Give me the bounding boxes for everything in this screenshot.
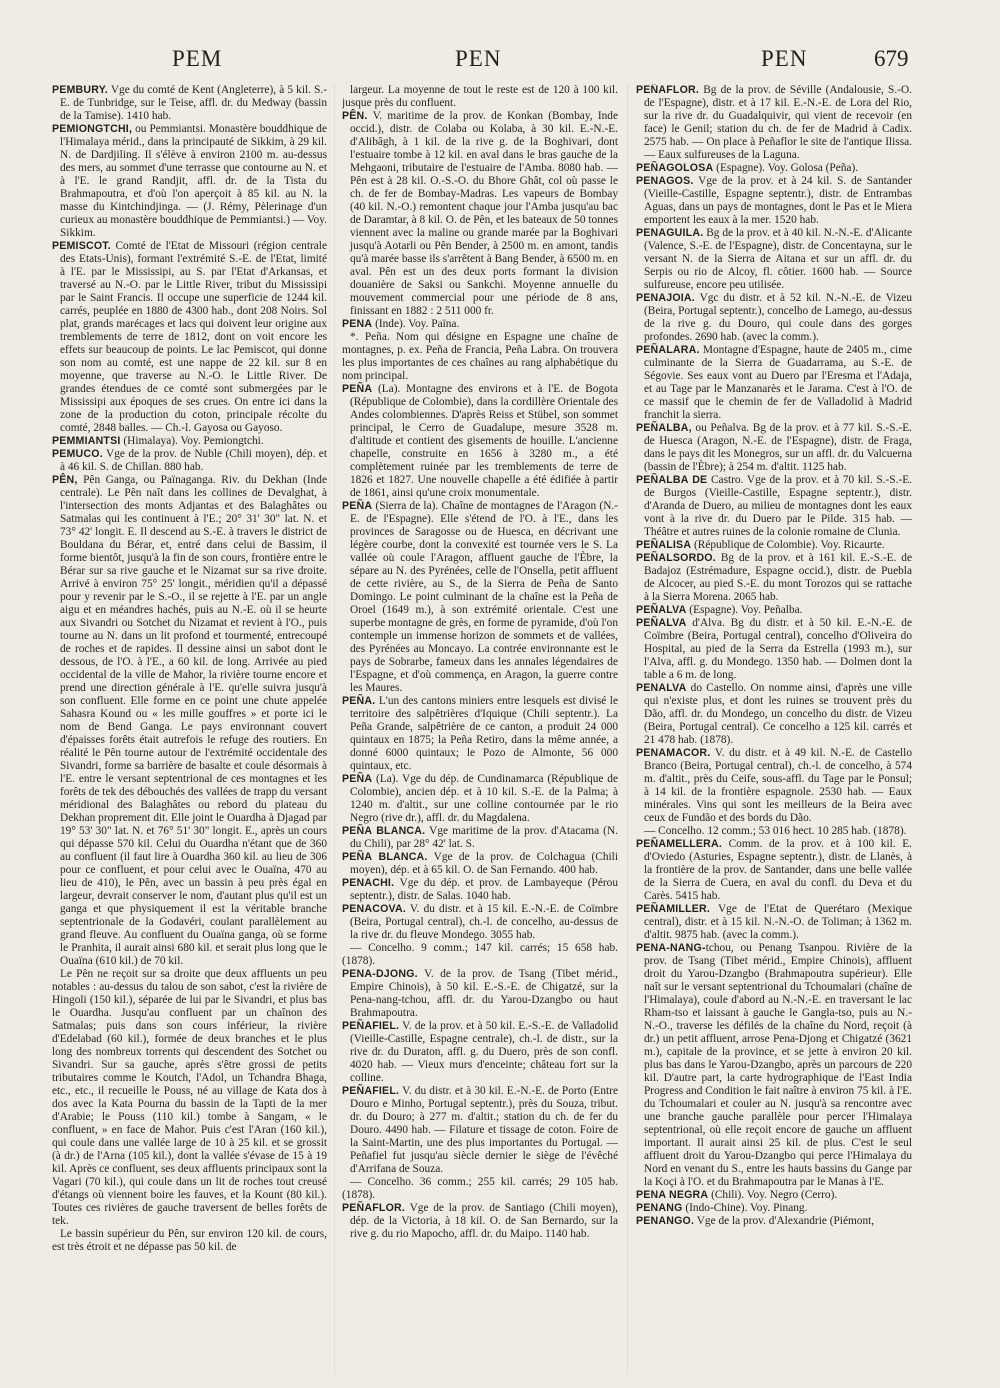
entry-text: ou Pemmiantsi. Monastère bouddhique de l'Himalaya mérid., dans la principauté de Sikkim, à 29 kil. N. de Dardjiling. Il s'élève à environ 2100 m. au-dessus des mers, au sommet d'une terrasse que contourne au N. et à l'E. le grand Randjit, affl. dr. de la Tista du Brahmapoutra, et d'où l'on aperçoit à 85 kil. au N. la masse du Kintchindjinga. — (J. Rémy, Pèlerinage d'un curieux au monastère bouddhique de Pemmiantsi.) — Voy. Sikkim.: [60, 123, 327, 239]
entry-text: (Indo-Chine). Voy. Pinang.: [682, 1202, 808, 1214]
dictionary-entry: [636, 474, 912, 539]
dictionary-entry: [52, 240, 327, 435]
entry-text: L'un des cantons miniers entre lesquels est divisé le territoire des salpêtrières d'Iquique (Chili septentr.). La Peña Grande, salpêtrière de ce canton, a produit 24 000 quintaux en 1875; la Peña Retiro, dans la même année, a donné 6000 quintaux; le Pozo de Almonte, 56 000 quintaux, etc.: [350, 695, 618, 772]
entry-text: Bg de la prov. et à 40 kil. N.-N.-E. d'Alicante (Valence, S.-E. de l'Espagne), distr. de Concentayna, sur le versant N. de la Sierra de Aitana et sur un affl. dr. du Serpis ou rio de Alcoy, fl. côtier. 1600 hab. — Source sulfureuse, encore peu utilisée.: [644, 227, 912, 291]
entry-headword: PEMBURY.: [52, 84, 108, 96]
column-divider: [627, 84, 628, 1374]
entry-headword: PEMMIANTSI: [52, 435, 121, 447]
dictionary-entry: [636, 1215, 912, 1228]
entry-text: Vge de la prov. d'Alexandrie (Piémont,: [694, 1215, 875, 1227]
entry-text: ou Peñalva. Bg de la prov. et à 77 kil. S.-S.-E. de Huesca (Aragon, N.-E. de l'Espagne), distr. de Fraga, dans le pays dit les Monegros, sur un affl. dr. du Valcuerna (bassin de l'Èbre); à 254 m. d'altit. 1125 hab.: [644, 422, 912, 473]
entry-headword: PEÑALBA DE: [636, 474, 708, 486]
running-head-right: PEN: [761, 46, 808, 71]
entry-headword: PEÑA: [342, 383, 373, 395]
entry-text: V. maritime de la prov. de Konkan (Bombay, Inde occid.), distr. de Colaba ou Kolaba, à 30 kil. E.-N.-E. d'Alibâgh, à 1 kil. de la rive g. de la Boghivari, dont l'estuaire tombe à 12 kil. en aval dans le bras gauche de la Mehgaoni, tributaire de l'estuaire de l'Amba. 8080 hab. — Pên est à 28 kil. O.-S.-O. du Bhore Ghât, col où passe le ch. de fer de Bombay-Madras. Les vapeurs de Bombay (40 kil. N.-O.) remontent chaque jour l'Amba jusqu'au bac de Daramtar, à 8 kil. O. de Pên, et les bateaux de 50 tonnes viennent avec la maline ou grande marée par la Boghivari jusqu'à Aotarli ou Pên Bender, à 2500 m. en amont, tandis qu'à marée basse ils s'arrêtent à Bang Bender, à 6500 m. en aval. Pên est un des deux ports formant la division douanière de Saksi ou Sankchi. Moyenne annuelle du mouvement commercial pour une période de 8 ans, finissant en 1882 : 2 511 000 fr.: [350, 110, 618, 317]
entry-text: Vge du dép. et prov. de Lambayeque (Pérou septentr.), distr. de Salas. 1040 hab.: [350, 877, 618, 902]
dictionary-entry: [636, 682, 912, 747]
entry-paragraph: [636, 825, 912, 838]
entry-headword: PENANGO.: [636, 1215, 695, 1227]
entry-headword: PENAGOS.: [636, 175, 694, 187]
entry-headword: PEÑAFIEL.: [342, 1020, 400, 1032]
dictionary-entry: [636, 1202, 912, 1215]
entry-text: (République de Colombie). Voy. Ricaurte.: [691, 539, 885, 551]
entry-headword: PENAMACOR.: [636, 747, 711, 759]
dictionary-entry: [636, 903, 912, 942]
dictionary-entry: [636, 617, 912, 682]
dictionary-entry: [342, 110, 618, 318]
entry-headword: PEÑAFIEL.: [342, 1085, 400, 1097]
dictionary-entry: [342, 851, 618, 877]
dictionary-entry: [52, 84, 327, 123]
dictionary-entry: [636, 942, 912, 1189]
entry-headword: PEÑAFLOR.: [636, 84, 700, 96]
entry-text: — Concelho. 9 comm.; 147 kil. carrés; 15 658 hab. (1878).: [342, 942, 618, 967]
entry-headword: PEMISCOT.: [52, 240, 111, 252]
entry-text: — Concelho. 12 comm.; 53 016 hect. 10 285 hab. (1878).: [644, 825, 907, 837]
entry-text: d'Alva. Bg du distr. et à 50 kil. E.-N.-E. de Coïmbre (Beira, Portugal central), concelho d'Oliveira do Hospital, au pied de la Serra da Estrella (1993 m.), sur l'Alva, affl. g. du Mondego. 1350 hab. — Dolmen dont la table a 6 m. de long.: [644, 617, 912, 681]
text-column-1: [52, 84, 327, 1374]
entry-headword: PEÑA.: [342, 695, 376, 707]
entry-headword: PEMUCO.: [52, 448, 103, 460]
running-head-left: PEM: [172, 46, 223, 71]
entry-text: Vge maritime de la prov. d'Atacama (N. du Chili), par 28° 42' lat. S.: [350, 825, 618, 850]
entry-text: Vge de la prov. de Nuble (Chili moyen), dép. et à 46 kil. S. de Chillan. 880 hab.: [60, 448, 327, 473]
entry-text: *. Peña. Nom qui désigne en Espagne une chaîne de montagnes, p. ex. Peña de Francia, Peña Labra. On trouvera les plus importantes de ces chaînes au rang alphabétique du nom principal.: [342, 331, 618, 382]
entry-text: — Concelho. 36 comm.; 255 kil. carrés; 29 105 hab. (1878).: [342, 1176, 618, 1201]
entry-headword: PEÑAMELLERA.: [636, 838, 722, 850]
dictionary-entry: [636, 604, 912, 617]
entry-headword: PEÑA BLANCA.: [342, 851, 428, 863]
entry-headword: PENA-NANG-: [636, 942, 706, 954]
entry-text: tchou, ou Penang Tsanpou. Rivière de la prov. de Tsang (Tibet mérid., Empire Chinois), affluent droit du Yarou-Dzangbo (Brahmapoutra supérieur). Elle naît sur le versant septentrional du Tchoumalari (chaîne de l'Himalaya), coule d'abord au N.-N.-E. en traversant le lac Rham-tso et laissant à gauche le Gangla-tso, puis au N.-N.-O., traverse les défilés de la chaîne du Nord, reçoit (à dr.) un petit affluent, arrose Pena-Djong et Chigatzé (3621 m.), capitale de la province, et se jette à environ 20 kil. plus bas dans le Yarou-Dzangbo, après un parcours de 220 kil. D'autre part, la carte hydrographique de l'East India Progress and Condition le fait naître à environ 75 kil. à l'E. du Tchoumalari et couler au N. jusqu'à sa rencontre avec une branche gauche parallèle pour percer l'Himalaya septentrional, où elle reçoit encore de gauche un affluent important. Il aurait ainsi 25 kil. de plus. C'est le seul affluent droit du Yarou-Dzangbo qui perce l'Himalaya du Nord en venant du S., entre les hauts bassins du Gange par la Koçi à l'O. et du Brahmapoutra par le Manas à l'E.: [644, 942, 912, 1188]
page-number: 679: [874, 46, 909, 71]
dictionary-entry: [636, 84, 912, 162]
entry-headword: PENA: [342, 318, 373, 330]
entry-headword: PÊN,: [52, 474, 78, 486]
entry-text: (Sierra de la). Chaîne de montagnes de l'Aragon (N.-E. de l'Espagne). Elle s'étend de l'O. à l'E., dans les provinces de Saragosse ou de Huesca, en décrivant une légère courbe, dont la convexité est tournée vers le S. La vallée où coule l'Aragon, affluent gauche de l'Èbre, la sépare au N. des Pyrénées, celle de l'Onsella, petit affluent de cette rivière, au S., de la Sierra de Peña de Santo Domingo. Le point culminant de la chaîne est la Peña de Oroel (1649 m.), à son extrémité orientale. C'est une superbe montagne de grès, en forme de pyramide, d'où l'on contemple un immense horizon de sommets et de vallées, des Pyrénées au Moncayo. La contrée environnante est le pays de Sobrarbe, fameux dans les annales légendaires de l'Espagne, et d'où commença, en Aragon, la guerre contre les Maures.: [350, 500, 618, 694]
entry-text: V. du distr. et à 15 kil. E.-N.-E. de Coïmbre (Beira, Portugal central), ch.-l. de concelho, au-dessus de la rive dr. du fleuve Mondego. 3055 hab.: [350, 903, 618, 941]
entry-text: Le bassin supérieur du Pên, sur environ 120 kil. de cours, est très étroit et ne dépasse pas 50 kil. de: [52, 1228, 327, 1253]
dictionary-entry: [52, 474, 327, 968]
entry-text: Vgc du distr. et à 52 kil. N.-N.-E. de Vizeu (Beira, Portugal septentr.), concelho de Lamego, au-dessus de la rive g. du Douro, qui coule dans des gorges profondes. 2690 hab. (avec la comm.).: [644, 292, 912, 343]
entry-paragraph: [342, 942, 618, 968]
entry-text: Vge de l'Etat de Querétaro (Mexique central), distr. et à 15 kil. N.-N.-O. de Toliman; à 1362 m. d'altit. 9875 hab. (avec la comm.).: [644, 903, 912, 941]
entry-text: Bg de la prov. de Séville (Andalousie, S.-O. de l'Espagne), distr. et à 17 kil. E.-N.-E. de Lora del Rio, sur la rive dr. du Guadalquivir, qui vient de recevoir (en face) le Genil; station du ch. de fer de Madrid à Cadix. 2575 hab. — On place à Peñaflor le site de l'antique Ilissa. — Eaux sulfureuses de la Laguna.: [644, 84, 912, 161]
entry-headword: PENALVA: [636, 682, 687, 694]
entry-text: Pên Ganga, ou Païnaganga. Riv. du Dekhan (Inde centrale). Le Pên naît dans les collines de Devalghat, à l'intersection des monts Adjantas et des Balaghâtes ou Satmalas qui les continuent à l'E.; 20° 31' 30" lat. N. et 73° 42' longit. E. Il descend au S.-E. à travers le district de Bouldana du Bérar, et, entré dans celui de Bassim, il forme bientôt, jusqu'à la fin de son cours, frontière entre le Bérar sur sa rive gauche et le Nizamat sur sa rive droite. Arrivé à environ 75° 25' longit., méridien qu'il a dépassé pour y revenir par le S.-O., il se rejette à l'E. par un angle aigu et en méandres hachés, puis au N.-E. où il se heurte aux Sivandri ou Sotchet du Nizamat et revient à l'O., puis tourne au N. dans un lit profond et tourmenté, entrecoupé de roches et de rapides. Il dessine ainsi un sabot dont le dessous, de l'O. à l'E., a 60 kil. de long. Arrivée au pied occidental de la ville de Mahor, la rivière tourne encore et prend une direction générale à l'E. qu'elle suivra jusqu'à son confluent. Elle forme en ce point une chute appelée Sahasra Kound ou « les mille gouffres » et porte ici le nom de Bend Ganga. Le pays environnant couvert d'épaisses forêts était autrefois le refuge des routiers. En réalité le Pên tourne autour de l'extrémité occidentale des Sivandri, forme sa barrière de basalte et coule désormais à l'E. entre le versant septentrional de ces montagnes et les forêts de tek des débouchés des vallées de trapp du versant méridional des Balaghâtes ou rebord du plateau du Dekhan proprement dit. Elle joint le Ouardha à Djagad par 19° 53' 30" lat. N. et 76° 51' 30" longit. E., après un cours qui dépasse 570 kil. Celui du Ouardha n'étant que de 360 au confluent (il faut lire à Ouardha 360 kil. au lieu de 306 pour ce confluent, et pour celui avec le Ouaïna, 470 au lieu de 410), le Pên, avec un bassin à peu près égal en largeur, devrait conserver le nom, d'autant plus qu'il est un ganga et que physiquement il est la véritable branche septentrionale de la Godavéri, coulant parallèlement au grand fleuve. Au confluent du Ouaïna ganga, où se forme le Pranhita, il aurait ainsi 680 kil. et serait plus long que le Ouaïna (610 kil.) de 70 kil.: [60, 474, 327, 967]
entry-paragraph: [342, 1176, 618, 1202]
dictionary-entry: [342, 1085, 618, 1176]
dictionary-entry: [342, 968, 618, 1020]
dictionary-entry: [342, 318, 618, 331]
entry-text: Vge de la prov. de Santiago (Chili moyen), dép. de la Victoria, à 18 kil. O. de San Bernardo, sur la rive g. du rio Mapocho, affl. dr. du Maipo. 1140 hab.: [350, 1202, 618, 1240]
dictionary-entry: [52, 448, 327, 474]
entry-headword: PEÑALVA: [636, 617, 687, 629]
dictionary-entry: [342, 903, 618, 942]
entry-text: (Inde). Voy. Païna.: [372, 318, 460, 330]
entry-headword: PEMIONGTCHI,: [52, 123, 133, 135]
entry-text: Montagne d'Espagne, haute de 2405 m., cime culminante de la Sierra de Guadarrama, au S.-E. de Ségovie. Ses eaux vont au Duero par l'Eresma et l'Adaja, et au Tage par le Manzanarès et le Jarama. C'est à l'O. de ce massif que le chemin de fer de Valladolid à Madrid franchit la sierra.: [644, 344, 912, 421]
entry-text: V. du distr. et à 49 kil. N.-E. de Castello Branco (Beira, Portugal central), ch.-l. de concelho, à 574 m. d'altit., près du Ceife, sous-affl. du Tage par le Ponsul; à 14 kil. de la frontière espagnole. 2530 hab. — Eaux minérales. Vins qui sont les meilleurs de la Beira avec ceux de Fundão et des bords du Dão.: [644, 747, 912, 824]
column-divider: [334, 84, 335, 1374]
entry-headword: PEÑALVA: [636, 604, 687, 616]
entry-headword: PENAGUILA.: [636, 227, 704, 239]
dictionary-entry: [636, 344, 912, 422]
entry-headword: PENANG: [636, 1202, 683, 1214]
entry-text: largeur. La moyenne de tout le reste est de 120 à 100 kil. jusque près du confluent.: [342, 84, 618, 109]
dictionary-entry: [636, 175, 912, 227]
dictionary-entry: [636, 838, 912, 903]
entry-headword: PEÑA BLANCA.: [342, 825, 426, 837]
entry-text: V. de la prov. de Tsang (Tibet mérid., Empire Chinois), à 50 kil. E.-S.-E. de Chigatzé, sur la Pena-nang-tchou, affl. dr. du Yarou-Dzangbo ou haut Brahmapoutra.: [350, 968, 618, 1019]
entry-text: V. de la prov. et à 50 kil. E.-S.-E. de Valladolid (Vieille-Castille, Espagne centrale), ch.-l. de distr., sur la rive dr. du Duraton, affl. g. du Duero, près de son confl. 4020 hab. — Vieux murs d'enceinte; château fort sur la colline.: [350, 1020, 618, 1084]
dictionary-entry: [342, 773, 618, 825]
entry-headword: PEÑA: [342, 500, 373, 512]
dictionary-entry: [342, 695, 618, 773]
dictionary-entry: [342, 383, 618, 500]
text-column-2: [342, 84, 618, 1374]
entry-text: Bg de la prov. et à 161 kil. E.-S.-E. de Badajoz (Estrémadure, Espagne occid.), distr. de Puebla de Alcocer, au pied S.-E. du mont Torozos qui se rattache à la Sierra Morena. 2065 hab.: [644, 552, 912, 603]
entry-paragraph: [52, 968, 327, 1228]
entry-text: Castro. Vge de la prov. et à 70 kil. S.-S.-E. de Burgos (Vieille-Castille, Espagne septentr.), distr. d'Aranda de Duero, au milieu de montagnes dont les eaux vont à la rive dr. du Duero par le Pilde. 315 hab. — Théâtre et autres ruines de la colonie romaine de Clunia.: [644, 474, 912, 538]
entry-text: (Chili). Voy. Negro (Cerro).: [708, 1189, 838, 1201]
dictionary-entry: [636, 552, 912, 604]
dictionary-entry: [636, 1189, 912, 1202]
running-head-center: PEN: [455, 46, 502, 71]
entry-headword: PÊN.: [342, 110, 368, 122]
entry-headword: PENA NEGRA: [636, 1189, 709, 1201]
entry-text: (Himalaya). Voy. Pemiongtchi.: [120, 435, 264, 447]
entry-headword: PEÑALBA,: [636, 422, 692, 434]
entry-text: (La). Montagne des environs et à l'E. de Bogota (République de Colombie), dans la cordillère Orientale des Andes colombiennes. D'après Reiss et Stübel, son sommet principal, le Cerro de Guadalupe, mesure 3528 m. d'altitude et contient des gisements de houille. L'ancienne chapelle, construite en 1656 à 3280 m., a été complètement ruinée par les tremblements de terre de 1826 et 1827. Une nouvelle chapelle a été édifiée à partir de 1861, ainsi qu'une croix monumentale.: [350, 383, 618, 499]
entry-paragraph: [342, 331, 618, 383]
entry-paragraph: [52, 1228, 327, 1254]
entry-headword: PENA-DJONG.: [342, 968, 418, 980]
entry-paragraph: [342, 84, 618, 110]
entry-text: Vge de la prov. et à 24 kil. S. de Santander (Vieille-Castille, Espagne septentr.), distr. de Entrambas Aguas, dans un pays de montagnes, dont le Pas et le Miera emportent les eaux à la mer. 1520 hab.: [644, 175, 912, 226]
dictionary-entry: [636, 422, 912, 474]
entry-headword: PEÑALSORDO.: [636, 552, 716, 564]
entry-text: Vge de la prov. de Colchagua (Chili moyen), dép. et à 65 kil. O. de San Fernando. 400 hab.: [350, 851, 618, 876]
text-column-3: [636, 84, 912, 1374]
entry-text: (Espagne). Voy. Golosa (Peña).: [713, 162, 859, 174]
dictionary-entry: [342, 1020, 618, 1085]
entry-headword: PEÑAGOLOSA: [636, 162, 714, 174]
entry-text: V. du distr. et à 30 kil. E.-N.-E. de Porto (Entre Douro e Minho, Portugal septentr.), près du Souza, tribut. dr. du Douro; à 277 m. d'altit.; station du ch. de fer du Douro. 4490 hab. — Filature et tissage de coton. Foire de la Saint-Martin, une des plus importantes du Portugal. — Peñafiel fut jusqu'au siècle dernier le siège de l'évêché d'Arrifana de Souza.: [350, 1085, 618, 1175]
dictionary-entry: [636, 747, 912, 825]
entry-text: (La). Vge du dép. de Cundinamarca (République de Colombie), ancien dép. et à 10 kil. S.-E. de la Palma; à 1240 m. d'altit., sur une colline contournée par le rio Negro (rive dr.), affl. dr. du Magdalena.: [350, 773, 618, 824]
entry-text: (Espagne). Voy. Peñalba.: [686, 604, 803, 616]
dictionary-entry: [342, 877, 618, 903]
dictionary-entry: [52, 123, 327, 240]
entry-headword: PENACHI.: [342, 877, 395, 889]
dictionary-entry: [342, 500, 618, 695]
entry-headword: PENACOVA.: [342, 903, 406, 915]
dictionary-entry: [52, 435, 327, 448]
entry-text: Comm. de la prov. et à 100 kil. E. d'Oviedo (Asturies, Espagne septentr.), distr. de Llanès, à la frontière de la prov. de Santander, dans une belle vallée de la Sierra de Cuera, en aval du confl. du Deva et du Carès. 5415 hab.: [644, 838, 912, 902]
entry-headword: PEÑALISA: [636, 539, 692, 551]
entry-text: Comté de l'Etat de Missouri (région centrale des Etats-Unis), formant l'extrémité S.-E. de l'Etat, limité à l'E. par le Mississipi, au S. par l'Etat d'Arkansas, et traversé au N.-O. par le Little River, tribut du Mississipi par le Saint Francis. Il occupe une superficie de 1244 kil. carrés, peuplée en 1880 de 4300 hab., dont 208 Noirs. Sol plat, grands marécages et lacs qui doivent leur origine aux tremblements de terre de 1812, dont on voit encore les effets sur beaucoup de points. Le lac Pemiscot, qui donne son nom au comté, est une nappe de 22 kil. sur 8 en moyenne, que traverse au N.-O. le Little River. De grandes étendues de ce comté sont submergées par le Mississipi aux époques de ses crues. On entre ici dans la zone de la production du coton, principale récolte du comté, 2848 balles. — Ch.-l. Gayosa ou Gayoso.: [60, 240, 327, 434]
dictionary-entry: [342, 825, 618, 851]
entry-headword: PEÑALARA.: [636, 344, 700, 356]
entry-text: Vge du comté de Kent (Angleterre), à 5 kil. S.-E. de Tunbridge, sur le Teise, affl. dr. du Medway (bassin de la Tamise). 1410 hab.: [60, 84, 327, 122]
entry-headword: PEÑAMILLER.: [636, 903, 711, 915]
dictionary-entry: [636, 539, 912, 552]
entry-text: do Castello. On nomme ainsi, d'après une ville qui n'existe plus, et dont les ruines se trouvent près du Dão, affl. dr. du Mondego, un concelho du distr. de Vizeu (Beira, Portugal central). Ce concelho a 125 kil. carrés et 21 478 hab. (1878).: [644, 682, 912, 746]
dictionary-entry: [342, 1202, 618, 1241]
dictionary-entry: [636, 227, 912, 292]
entry-headword: PEÑA: [342, 773, 373, 785]
entry-text: Le Pên ne reçoit sur sa droite que deux affluents un peu notables : au-dessus du talou de son sabot, c'est la rivière de Hingoli (150 kil.), séparée de lui par le Sivandri, et plus bas le Ouardha. Jusqu'au confluent par un chaînon des Satmalas; puis dans son cours inférieur, la rivière d'Edelabad (60 kil.), formée de deux branches et le plus long des nombreux torrents qui descendent des Sotchet ou Sivandri. Sur sa gauche, après s'être grossi de petits tributaires comme le Koutch, l'Adol, un Tchandra Bhaga, etc., etc., il recueille le Pouss, né au village de Kata dos à dos avec la Kata Pourna du bassin de la Tapti de la mer d'Arabie; le Pouss (110 kil.) tombe à Sangam, « le confluent, » en face de Mahor. Puis c'est l'Aran (160 kil.), qui coule dans une vallée large de 10 à 25 kil. et se grossit (à dr.) de l'Arna (105 kil.), dont la vallée s'évase de 15 à 19 kil. Après ce confluent, ses deux affluents principaux sont la Vagari (70 kil.), qui coule dans un lit de roches tout creusé d'étangs où viennent boire les fauves, et la Kount (80 kil.). Toutes ces rivières de gauche traversent de belles forêts de tek.: [52, 968, 327, 1227]
entry-headword: PENAJOIA.: [636, 292, 695, 304]
dictionary-entry: [636, 162, 912, 175]
dictionary-entry: [636, 292, 912, 344]
entry-headword: PEÑAFLOR.: [342, 1202, 406, 1214]
